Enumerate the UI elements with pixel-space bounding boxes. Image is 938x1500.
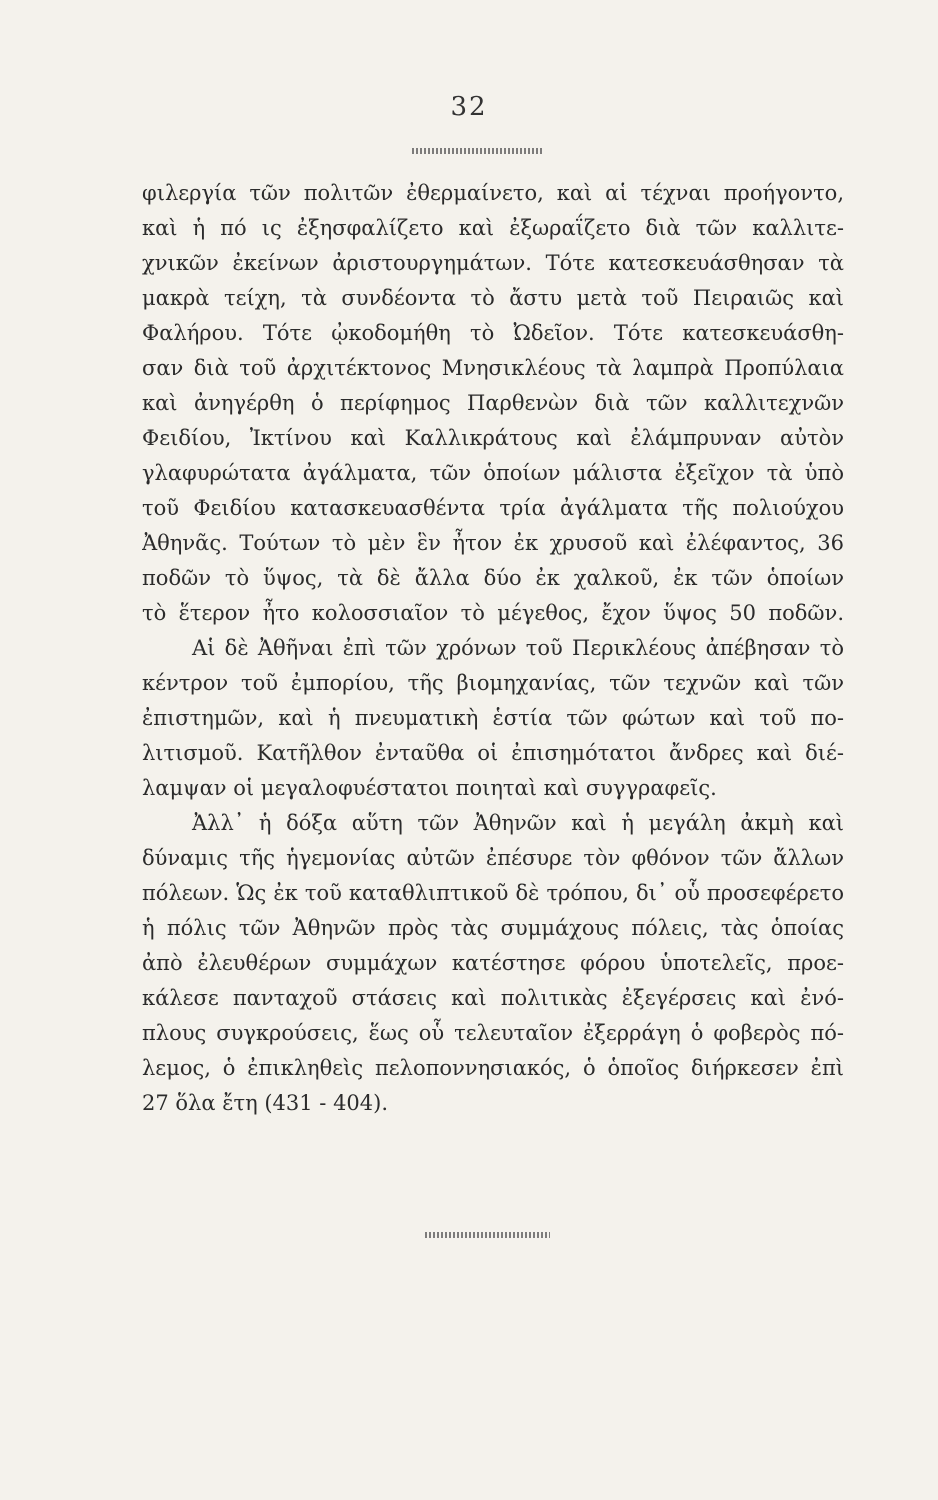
page-number: 32: [450, 92, 488, 122]
text-line: Φειδίου, Ἰκτίνου καὶ Καλλικράτους καὶ ἐλάμπρυναν αὐτὸν: [142, 426, 844, 450]
text-line: Φαλήρου. Τότε ᾠκοδομήθη τὸ Ὠδεῖον. Τότε κατεσκευάσθη-: [142, 321, 844, 345]
text-line: πόλεων. Ὡς ἐκ τοῦ καταθλιπτικοῦ δὲ τρόπου, δι᾽ οὗ προσεφέρετο: [142, 881, 844, 905]
text-line: κέντρον τοῦ ἐμπορίου, τῆς βιομηχανίας, τῶν τεχνῶν καὶ τῶν: [142, 671, 844, 695]
decorative-rule-top: [412, 148, 542, 154]
text-line: καὶ ἀνηγέρθη ὁ περίφημος Παρθενὼν διὰ τῶν καλλιτεχνῶν: [142, 391, 844, 415]
text-line: κάλεσε πανταχοῦ στάσεις καὶ πολιτικὰς ἐξεγέρσεις καὶ ἐνό-: [142, 986, 844, 1010]
text-line: φιλεργία τῶν πολιτῶν ἐθερμαίνετο, καὶ αἱ τέχναι προήγοντο,: [142, 181, 844, 205]
text-line: λιτισμοῦ. Κατῆλθον ἐνταῦθα οἱ ἐπισημότατοι ἄνδρες καὶ διέ-: [142, 741, 844, 765]
text-line: λαμψαν οἱ μεγαλοφυέστατοι ποιηταὶ καὶ συγγραφεῖς.: [142, 776, 717, 800]
text-line: τοῦ Φειδίου κατασκευασθέντα τρία ἀγάλματα τῆς πολιούχου: [142, 496, 844, 520]
decorative-rule-bottom: [425, 1232, 550, 1238]
text-line: τὸ ἕτερον ἦτο κολοσσιαῖον τὸ μέγεθος, ἔχον ὕψος 50 ποδῶν.: [142, 601, 844, 625]
text-line: χνικῶν ἐκείνων ἀριστουργημάτων. Τότε κατεσκευάσθησαν τὰ: [142, 251, 844, 275]
text-line: λεμος, ὁ ἐπικληθεὶς πελοποννησιακός, ὁ ὁποῖος διήρκεσεν ἐπὶ: [142, 1056, 844, 1080]
text-line: πλους συγκρούσεις, ἕως οὗ τελευταῖον ἐξερράγη ὁ φοβερὸς πό-: [142, 1021, 844, 1045]
text-line: καὶ ἡ πό ις ἐξησφαλίζετο καὶ ἐξωραΐζετο διὰ τῶν καλλιτε-: [142, 216, 844, 240]
text-line: σαν διὰ τοῦ ἀρχιτέκτονος Μνησικλέους τὰ λαμπρὰ Προπύλαια: [142, 356, 844, 380]
body-text: [142, 176, 844, 1121]
text-line: ἐπιστημῶν, καὶ ἡ πνευματικὴ ἑστία τῶν φώτων καὶ τοῦ πο-: [142, 706, 844, 730]
text-line: δύναμις τῆς ἡγεμονίας αὐτῶν ἐπέσυρε τὸν φθόνον τῶν ἄλλων: [142, 846, 844, 870]
text-line: μακρὰ τείχη, τὰ συνδέοντα τὸ ἄστυ μετὰ τοῦ Πειραιῶς καὶ: [142, 286, 844, 310]
text-line: Ἀλλ᾽ ἡ δόξα αὕτη τῶν Ἀθηνῶν καὶ ἡ μεγάλη ἀκμὴ καὶ: [192, 811, 844, 835]
text-line: γλαφυρώτατα ἀγάλματα, τῶν ὁποίων μάλιστα ἐξεῖχον τὰ ὑπὸ: [142, 461, 844, 485]
text-line: ἡ πόλις τῶν Ἀθηνῶν πρὸς τὰς συμμάχους πόλεις, τὰς ὁποίας: [142, 916, 844, 940]
text-line: 27 ὅλα ἔτη (431 - 404).: [142, 1091, 389, 1115]
text-line: Ἀθηνᾶς. Τούτων τὸ μὲν ἓν ἦτον ἐκ χρυσοῦ καὶ ἐλέφαντος, 36: [142, 531, 844, 555]
text-line: Αἱ δὲ Ἀθῆναι ἐπὶ τῶν χρόνων τοῦ Περικλέους ἀπέβησαν τὸ: [192, 636, 844, 660]
text-line: ἀπὸ ἐλευθέρων συμμάχων κατέστησε φόρου ὑποτελεῖς, προε-: [142, 951, 844, 975]
text-line: ποδῶν τὸ ὕψος, τὰ δὲ ἄλλα δύο ἐκ χαλκοῦ, ἐκ τῶν ὁποίων: [142, 566, 844, 590]
